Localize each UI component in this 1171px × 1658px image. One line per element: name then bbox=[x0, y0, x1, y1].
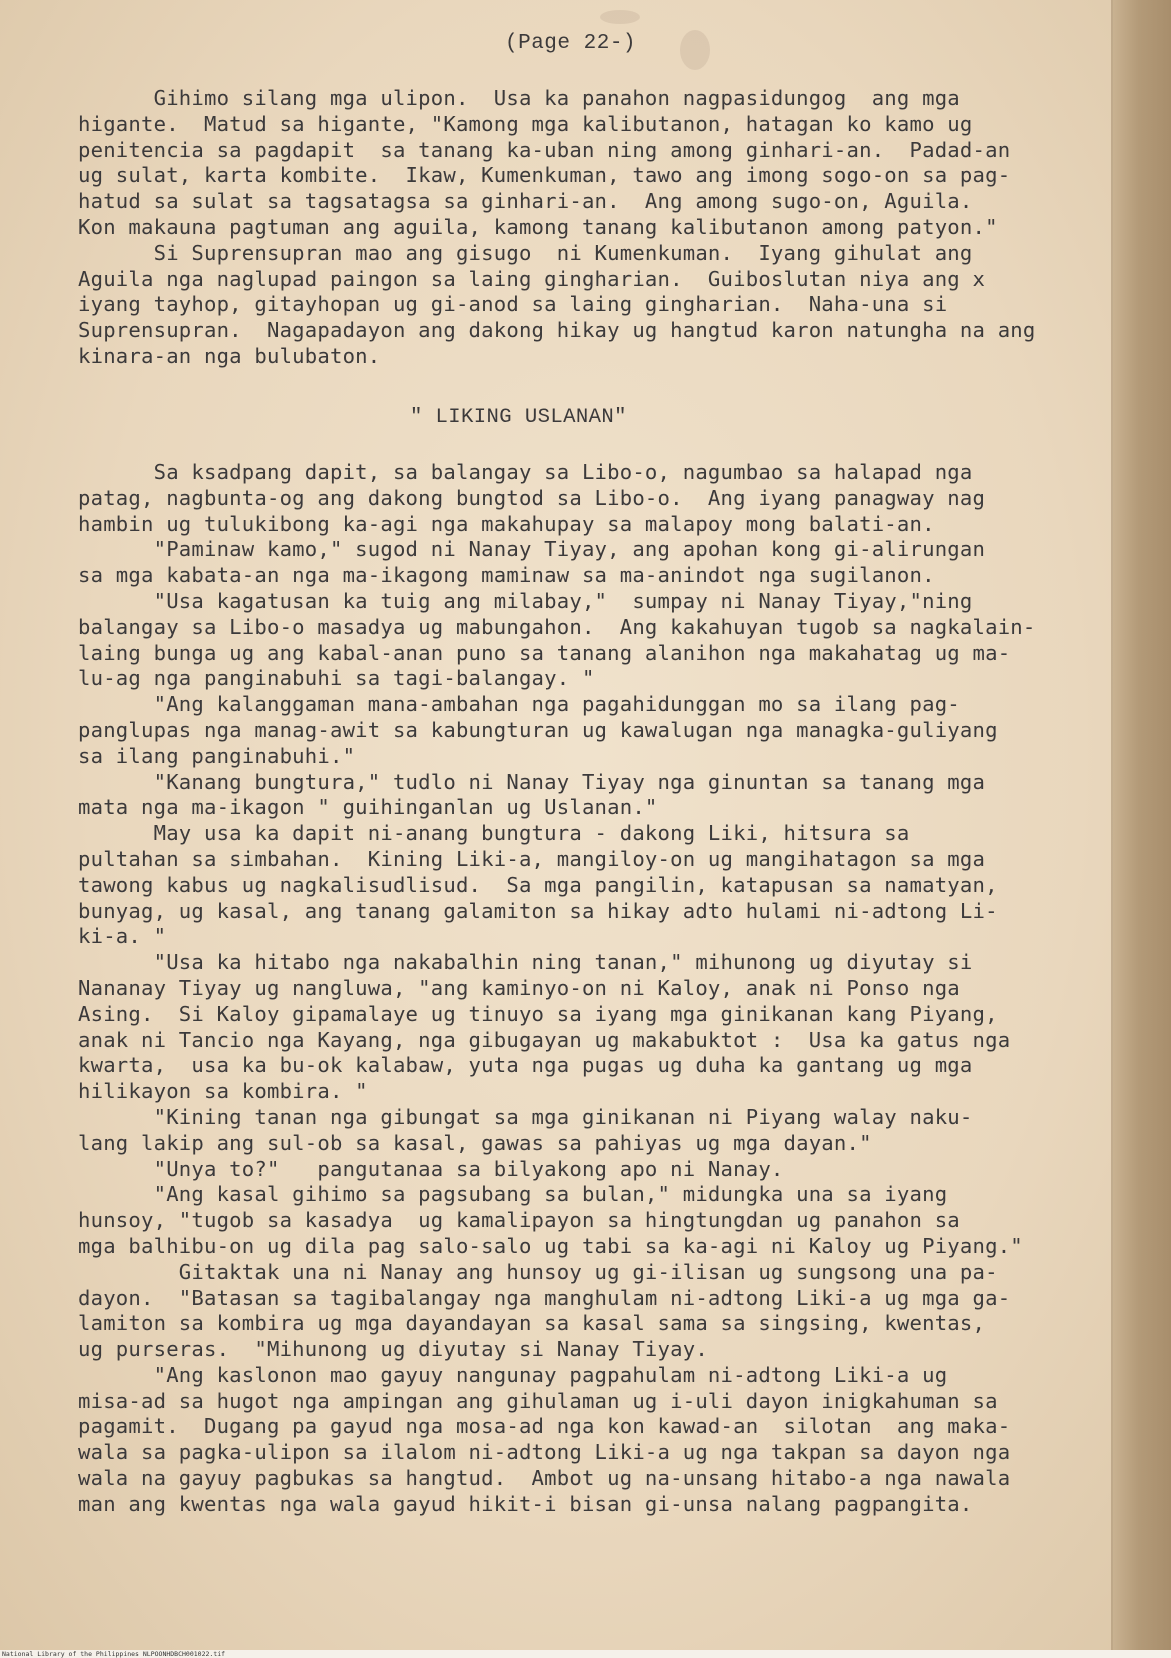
story-title: " LIKING USLANAN" bbox=[410, 406, 627, 429]
body-text-story: Sa ksadpang dapit, sa balangay sa Libo-o, nagumbao sa halapad nga patag, nagbunta-og ang dakong bungtod sa Libo-o. Ang iyang panagway nag hambin ug tulukibong ka-agi nga makahupay sa malapoy mong balati-an. "Paminaw kamo," sugod ni Nanay Tiyay, ang apohan kong gi-alirungan sa mga kabata-an nga ma-ikagong maminaw sa ma-anindot nga sugilanon. "Usa kagatusan ka tuig ang milabay," sumpay ni Nanay Tiyay,"ning balangay sa Libo-o masadya ug mabungahon. Ang kakahuyan tugob sa nagkalain- laing bunga ug ang kabal-anan puno sa tanang alanihon nga makahatag ug ma- lu-ag nga panginabuhi sa tagi-balangay. " "Ang kalanggaman mana-ambahan nga pagahidunggan mo sa ilang pag- panglupas nga manag-awit sa kabungturan ug kawalugan nga managka-guliyang sa ilang panginabuhi." "Kanang bungtura," tudlo ni Nanay Tiyay nga ginuntan sa tanang mga mata nga ma-ikagon " guihinganlan ug Uslanan." May usa ka dapit ni-anang bungtura - dakong Liki, hitsura sa pultahan sa simbahan. Kining Liki-a, mangiloy-on ug mangihatagon sa mga tawong kabus ug nagkalisudlisud. Sa mga pangilin, katapusan sa namatyan, bunyag, ug kasal, ang tanang galamiton sa hikay adto hulami ni-adtong Li- ki-a. " "Usa ka hitabo nga nakabalhin ning tanan," mihunong ug diyutay si Nananay Tiyay ug nangluwa, "ang kaminyo-on ni Kaloy, anak ni Ponso nga Asing. Si Kaloy gipamalaye ug tinuyo sa iyang mga ginikanan kang Piyang, anak ni Tancio nga Kayang, nga gibugayan ug makabuktot : Usa ka gatus nga kwarta, usa ka bu-ok kalabaw, yuta nga pugas ug duha ka gantang ug mga hilikayon sa kombira. " "Kining tanan nga gibungat sa mga ginikanan ni Piyang walay naku- lang lakip ang sul-ob sa kasal, gawas sa pahiyas ug mga dayan." "Unya to?" pangutanaa sa bilyakong apo ni Nanay. "Ang kasal gihimo sa pagsubang sa bulan," midungka una sa iyang hunsoy, "tugob sa kasadya ug kamalipayon sa hingtungdan ug panahon sa mga balhibu-on ug dila pag salo-salo ug tabi sa ka-agi ni Kaloy ug Piyang." Gitaktak una ni Nanay ang hunsoy ug gi-ilisan ug sungsong una pa- dayon. "Batasan sa tagibalangay nga manghulam ni-adtong Liki-a ug mga ga- lamiton sa kombira ug mga dayandayan sa kasal sama sa singsing, kwentas, ug purseras. "Mihunong ug diyutay si Nanay Tiyay. "Ang kaslonon mao gayuy nangunay pagpahulam ni-adtong Liki-a ug misa-ad sa hugot nga ampingan ang gihulaman ug i-uli dayon inigkahuman sa pagamit. Dugang pa gayud nga mosa-ad nga kon kawad-an silotan ang maka- wala sa pagka-ulipon sa ilalom ni-adtong Liki-a ug nga takpan sa dayon nga wala na gayuy pagbukas sa hangtud. Ambot ug na-unsang hitabo-a nga nawala man ang kwentas nga wala gayud hikit-i bisan gi-unsa nalang pagpangita. bbox=[78, 460, 1036, 1516]
paper-smudge bbox=[600, 10, 640, 24]
page-number: (Page 22-) bbox=[505, 32, 637, 55]
body-text-top: Gihimo silang mga ulipon. Usa ka panahon nagpasidungog ang mga higante. Matud sa higante, "Kamong mga kalibutanon, hatagan ko kamo ug penitencia sa pagdapit sa tanang ka-uban ning among ginhari-an. Padad-an ug sulat, karta kombite. Ikaw, Kumenkuman, tawo ang imong sogo-on sa pag- hatud sa sulat sa tagsatagsa sa ginhari-an. Ang among sugo-on, Aguila. Kon makauna pagtuman ang aguila, kamong tanang kalibutanon among patyon." Si Suprensupran mao ang gisugo ni Kumenkuman. Iyang gihulat ang Aguila nga naglupad paingon sa laing gingharian. Guiboslutan niya ang x iyang tayhop, gitayhopan ug gi-anod sa laing gingharian. Naha-una si Suprensupran. Nagapadayon ang dakong hikay ug hangtud karon natungha na ang kinara-an nga bulubaton. bbox=[78, 86, 1036, 368]
paper-smudge bbox=[680, 30, 710, 70]
page-binding-edge bbox=[1113, 0, 1171, 1658]
archive-footer: National Library of the Philippines NLPOONHDBCH001022.tif bbox=[0, 1650, 1171, 1658]
